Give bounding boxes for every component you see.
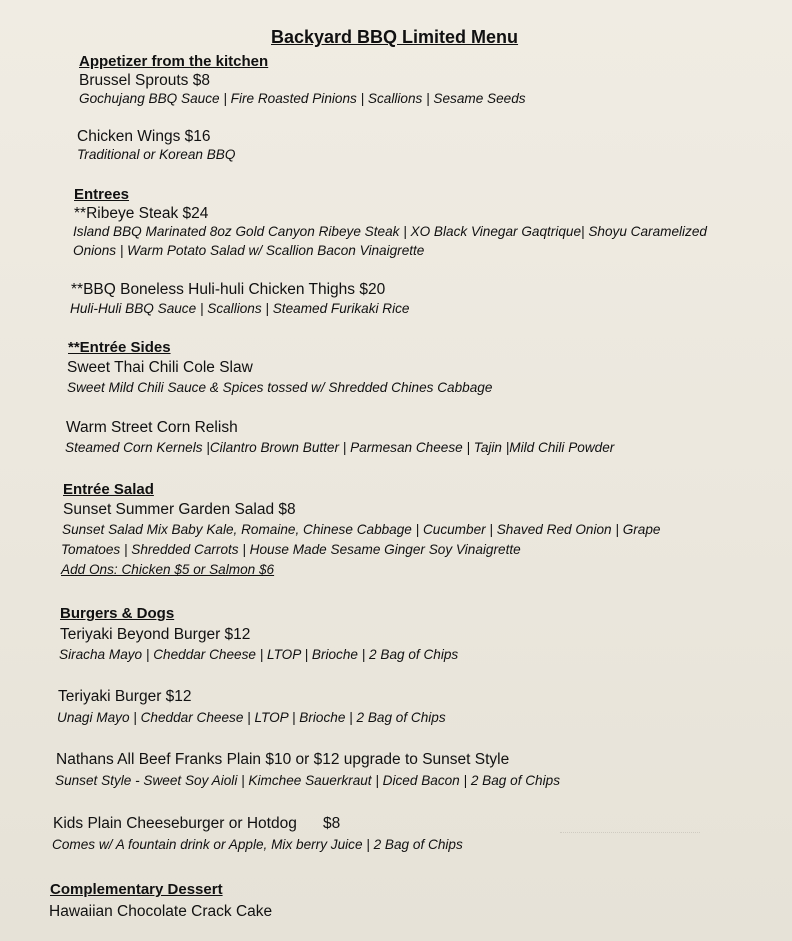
menu-title: Backyard BBQ Limited Menu <box>271 27 519 47</box>
kids-meal-desc: Comes w/ A fountain drink or Apple, Mix berry Juice | 2 Bag of Chips <box>52 837 463 852</box>
brussel-sprouts-name: Brussel Sprouts $8 <box>79 72 210 89</box>
chicken-wings-name: Chicken Wings $16 <box>77 128 211 145</box>
sunset-salad-desc-line2: Tomatoes | Shredded Carrots | House Made Sesame Ginger Soy Vinaigrette <box>61 542 521 557</box>
brussel-sprouts-desc: Gochujang BBQ Sauce | Fire Roasted Pinions | Scallions | Sesame Seeds <box>79 91 526 106</box>
cole-slaw-name: Sweet Thai Chili Cole Slaw <box>67 359 253 376</box>
franks-name: Nathans All Beef Franks Plain $10 or $12 upgrade to Sunset Style <box>56 751 510 768</box>
salad-addons: Add Ons: Chicken $5 or Salmon $6 <box>61 562 275 577</box>
corn-relish-desc: Steamed Corn Kernels |Cilantro Brown Butter | Parmesan Cheese | Tajin |Mild Chili Powder <box>65 440 615 455</box>
crack-cake-name: Hawaiian Chocolate Crack Cake <box>49 903 273 920</box>
kids-meal-name: Kids Plain Cheeseburger or Hotdog <box>53 815 297 832</box>
paper-dotted-mark <box>560 832 700 834</box>
huli-chicken-desc: Huli-Huli BBQ Sauce | Scallions | Steamed Furikaki Rice <box>70 301 410 316</box>
sides-heading: **Entrée Sides <box>68 339 171 356</box>
cole-slaw-desc: Sweet Mild Chili Sauce & Spices tossed w/ Shredded Chines Cabbage <box>67 380 493 395</box>
ribeye-name: **Ribeye Steak $24 <box>74 205 209 222</box>
huli-chicken-name: **BBQ Boneless Huli-huli Chicken Thighs $20 <box>71 281 386 298</box>
beyond-burger-desc: Siracha Mayo | Cheddar Cheese | LTOP | Brioche | 2 Bag of Chips <box>59 647 459 662</box>
entrees-heading: Entrees <box>74 186 130 203</box>
corn-relish-name: Warm Street Corn Relish <box>66 419 238 436</box>
teriyaki-burger-desc: Unagi Mayo | Cheddar Cheese | LTOP | Brioche | 2 Bag of Chips <box>57 710 446 725</box>
sunset-salad-desc-line1: Sunset Salad Mix Baby Kale, Romaine, Chinese Cabbage | Cucumber | Shaved Red Onion | Grape <box>62 522 661 537</box>
beyond-burger-name: Teriyaki Beyond Burger $12 <box>60 626 251 643</box>
franks-desc: Sunset Style - Sweet Soy Aioli | Kimchee Sauerkraut | Diced Bacon | 2 Bag of Chips <box>55 773 560 788</box>
appetizer-heading: Appetizer from the kitchen <box>79 53 269 70</box>
ribeye-desc-line2: Onions | Warm Potato Salad w/ Scallion Bacon Vinaigrette <box>73 243 425 258</box>
teriyaki-burger-name: Teriyaki Burger $12 <box>58 688 192 705</box>
kids-meal-price: $8 <box>323 815 341 832</box>
sunset-salad-name: Sunset Summer Garden Salad $8 <box>63 501 296 518</box>
chicken-wings-desc: Traditional or Korean BBQ <box>77 147 236 162</box>
burgers-heading: Burgers & Dogs <box>60 605 175 622</box>
salad-heading: Entrée Salad <box>63 481 154 498</box>
ribeye-desc-line1: Island BBQ Marinated 8oz Gold Canyon Ribeye Steak | XO Black Vinegar Gaqtrique| Shoyu Caramelized <box>73 224 707 239</box>
dessert-heading: Complementary Dessert <box>50 881 223 898</box>
